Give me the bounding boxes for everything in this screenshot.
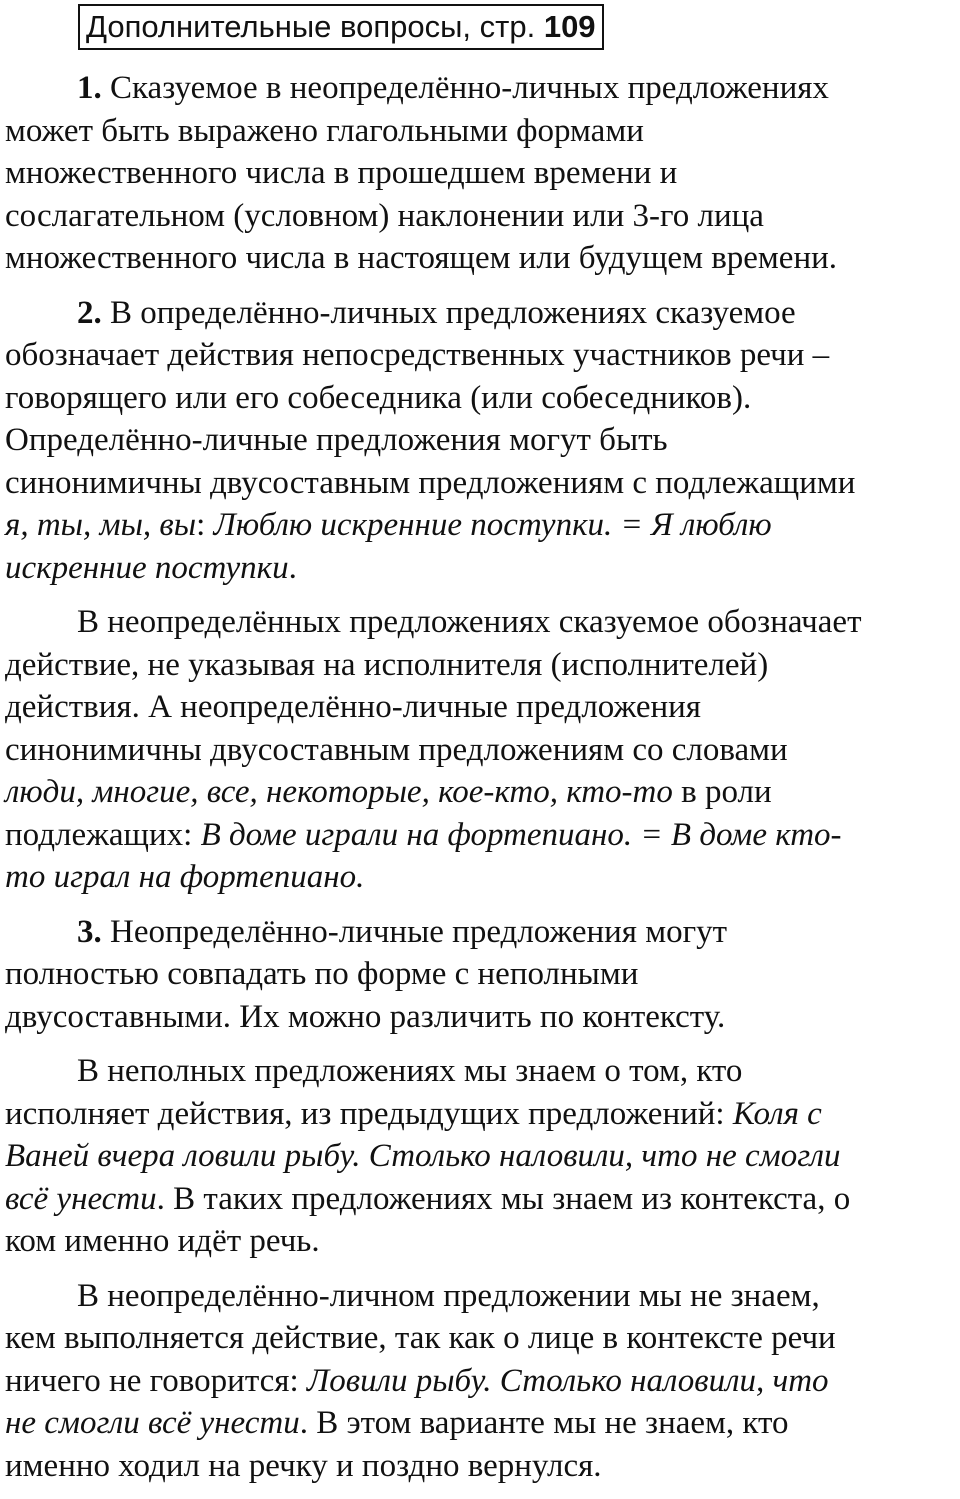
example-sentence: не смогли всё унести — [5, 1405, 300, 1441]
answer-3c-line: именно ходил на речку и поздно вернулся. — [5, 1447, 602, 1484]
answer-3c-line: . В этом варианте мы не знаем, кто — [299, 1405, 789, 1441]
answer-3b-line: ком именно идёт речь. — [5, 1223, 320, 1259]
period: . — [288, 549, 297, 586]
answer-3-line: двусоставными. Их можно различить по контексту. — [5, 998, 726, 1035]
answer-2b-line: подлежащих: — [5, 816, 201, 853]
answer-2b-line: в роли — [672, 774, 772, 810]
header-page-number: 109 — [543, 9, 596, 44]
answer-2b-line: В неопределённых предложениях сказуемое обозначает — [77, 604, 862, 640]
answer-text — [5, 67, 960, 1499]
answer-3b-line: В неполных предложениях мы знаем о том, кто — [77, 1053, 743, 1089]
answer-3b-line: . В таких предложениях мы знаем из контекста, о — [156, 1180, 851, 1217]
answer-3-line: Неопределённо-личные предложения могут — [101, 913, 728, 950]
answer-3c-line: ничего не говорится: — [5, 1362, 307, 1399]
pronoun-list: я, ты, мы, вы — [5, 507, 197, 543]
header-title: Дополнительные вопросы, стр. — [86, 9, 536, 44]
answer-3-number: 3. — [77, 913, 102, 950]
answer-2-number: 2. — [77, 294, 102, 331]
answer-1-line: может быть выражено глагольными формами — [5, 112, 644, 149]
example-sentence: Коля с — [732, 1095, 822, 1132]
example-sentence: то играл на фортепиано. — [5, 859, 365, 895]
answer-2 — [5, 292, 960, 590]
answer-1-line: множественного числа в прошедшем времени и — [5, 155, 678, 191]
answer-1-line: множественного числа в настоящем или будущем времени. — [5, 240, 838, 276]
answer-3-continued — [5, 1050, 960, 1263]
answer-2b-line: синонимичны двусоставным предложениям со словами — [5, 731, 788, 768]
example-sentence: искренние поступки — [5, 549, 289, 586]
answer-1-number: 1. — [77, 70, 102, 106]
answer-3b-line: исполняет действия, из предыдущих предложений: — [5, 1095, 733, 1132]
answer-2-line: говорящего или его собеседника (или собеседников). — [5, 379, 752, 416]
answer-2b-line: действия. А неопределённо-личные предложения — [5, 689, 701, 725]
page-header-box — [78, 4, 604, 50]
answer-2-continued — [5, 601, 960, 899]
answer-2-line: синонимичны двусоставным предложениям с подлежащими — [5, 464, 856, 501]
answer-2b-line: действие, не указывая на исполнителя (исполнителей) — [5, 646, 769, 683]
answer-1-line: Сказуемое в неопределённо-личных предложениях — [101, 70, 829, 106]
answer-1 — [5, 67, 960, 280]
example-sentence: Ваней вчера ловили рыбу. Столько наловили, что не смогли — [5, 1138, 841, 1174]
example-sentence: Ловили рыбу. Столько наловили, что — [306, 1362, 829, 1399]
answer-1-line: сослагательном (условном) наклонении или 3-го лица — [5, 197, 764, 234]
answer-2-line: обозначает действия непосредственных участников речи – — [5, 337, 830, 373]
pronoun-list: люди, многие, все, некоторые, кое-кто, кто-то — [5, 774, 673, 810]
example-sentence: Люблю искренние поступки. = Я люблю — [213, 507, 772, 543]
answer-2-line: Определённо-личные предложения могут быть — [5, 422, 668, 458]
answer-3-final — [5, 1275, 960, 1488]
answer-2-line: В определённо-личных предложениях сказуемое — [101, 294, 796, 331]
answer-3c-line: кем выполняется действие, так как о лице в контексте речи — [5, 1320, 836, 1356]
answer-3c-line: В неопределённо-личном предложении мы не знаем, — [77, 1277, 820, 1314]
example-sentence: всё унести — [5, 1180, 157, 1217]
colon: : — [196, 507, 214, 543]
answer-3-line: полностью совпадать по форме с неполными — [5, 956, 639, 992]
example-sentence: В доме играли на фортепиано. = В доме кто- — [200, 816, 842, 853]
answer-3 — [5, 911, 960, 1039]
